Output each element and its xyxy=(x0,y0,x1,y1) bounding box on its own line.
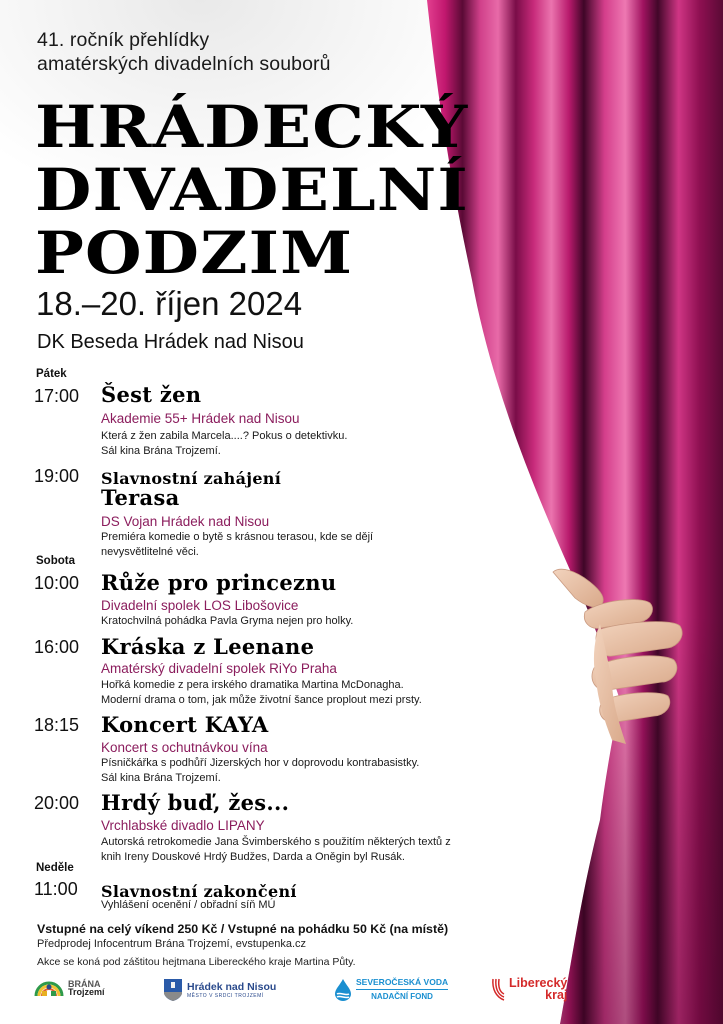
event-title: Kráska z Leenane xyxy=(101,634,315,659)
event-description: Hořká komedie z pera irského dramatika Martina McDonagha. xyxy=(101,679,404,691)
event-ensemble: Amatérský divadelní spolek RiYo Praha xyxy=(101,661,337,676)
intro-line-1: 41. ročník přehlídky xyxy=(37,29,210,51)
logo-liberecky-kraj xyxy=(491,977,567,1001)
admission-prices: Vstupné na celý víkend 250 Kč / Vstupné na pohádku 50 Kč (na místě) xyxy=(37,922,449,936)
festival-venue: DK Beseda Hrádek nad Nisou xyxy=(37,331,304,353)
event-title: Terasa xyxy=(101,485,180,510)
event-pretitle: Slavnostní zahájení xyxy=(101,469,282,488)
event-description: Autorská retrokomedie Jana Švimberského s použitím některých textů z xyxy=(101,836,451,848)
event-description: Sál kina Brána Trojzemí. xyxy=(101,772,221,784)
title-line-1: HRÁDECKÝ xyxy=(35,93,469,161)
water-drop-icon xyxy=(334,978,352,1002)
intro-text xyxy=(37,28,331,76)
event-time: 17:00 xyxy=(34,386,80,406)
hradek-line-2: MĚSTO V SRDCI TROJZEMÍ xyxy=(187,992,264,999)
event-description: Písničkářka s podhůří Jizerských hor v doprovodu kontrabasistky. xyxy=(101,757,420,769)
event-title: Koncert KAYA xyxy=(101,712,269,737)
event-ensemble: Vrchlabské divadlo LIPANY xyxy=(101,818,265,833)
rainbow-arch-icon xyxy=(34,978,64,998)
event-title: Hrdý buď, žes... xyxy=(101,790,290,815)
festival-title xyxy=(35,93,469,287)
event-time: 19:00 xyxy=(34,466,80,486)
day-label-saturday: Sobota xyxy=(36,555,75,567)
event-ensemble: Akademie 55+ Hrádek nad Nisou xyxy=(101,411,300,426)
brana-line-2: Trojzemí xyxy=(68,987,105,997)
logo-hradek-nad-nisou xyxy=(163,978,276,1002)
swoosh-lines-icon xyxy=(491,977,505,1001)
day-label-friday: Pátek xyxy=(36,368,67,380)
title-line-2: DIVADELNÍ xyxy=(35,156,469,224)
brana-line-1: BRÁNA xyxy=(68,979,101,989)
title-line-3: PODZIM xyxy=(35,219,354,287)
hradek-line-1: Hrádek nad Nisou xyxy=(187,980,277,993)
voda-line-1: SEVEROČESKÁ VODA xyxy=(356,977,448,990)
event-ensemble: Divadelní spolek LOS Libošovice xyxy=(101,598,299,613)
presale-info: Předprodej Infocentrum Brána Trojzemí, evstupenka.cz xyxy=(37,938,307,950)
event-time: 16:00 xyxy=(34,637,80,657)
event-time: 11:00 xyxy=(34,879,78,899)
event-title: Slavnostní zakončení xyxy=(101,882,297,901)
event-ensemble: Koncert s ochutnávkou vína xyxy=(101,740,268,755)
logo-brana-trojzemi xyxy=(34,978,105,998)
event-time: 20:00 xyxy=(34,793,80,813)
coat-of-arms-icon xyxy=(163,978,183,1002)
festival-dates: 18.–20. říjen 2024 xyxy=(36,285,303,322)
event-description: Moderní drama o tom, jak může životní šance proplout mezi prsty. xyxy=(101,694,422,706)
lk-line-2: kraj xyxy=(545,988,568,1002)
event-title: Šest žen xyxy=(101,382,202,407)
event-description: nevysvětlitelné věci. xyxy=(101,546,199,558)
event-description: Premiéra komedie o bytě s krásnou terasou, kde se dějí xyxy=(101,531,374,543)
voda-line-2: NADAČNÍ FOND xyxy=(371,992,433,1001)
event-description: Sál kina Brána Trojzemí. xyxy=(101,445,221,457)
lk-line-1: Liberecký xyxy=(509,976,568,990)
event-description: knih Ireny Douskové Hrdý Budžes, Darda a Oněgin byl Rusák. xyxy=(101,851,405,863)
event-title: Růže pro princeznu xyxy=(101,570,337,595)
intro-line-2: amatérských divadelních souborů xyxy=(37,53,331,75)
event-time: 10:00 xyxy=(34,573,80,593)
patronage-note: Akce se koná pod záštitou hejtmana Libereckého kraje Martina Půty. xyxy=(37,956,356,968)
event-description: Kratochvilná pohádka Pavla Gryma nejen pro holky. xyxy=(101,615,354,627)
event-description: Která z žen zabila Marcela....? Pokus o detektivku. xyxy=(101,430,348,442)
event-description: Vyhlášení ocenění / obřadní síň MÚ xyxy=(101,899,276,911)
event-time: 18:15 xyxy=(34,715,80,735)
event-ensemble: DS Vojan Hrádek nad Nisou xyxy=(101,514,270,529)
day-label-sunday: Neděle xyxy=(36,862,74,874)
logo-severoceska-voda xyxy=(334,977,448,1002)
